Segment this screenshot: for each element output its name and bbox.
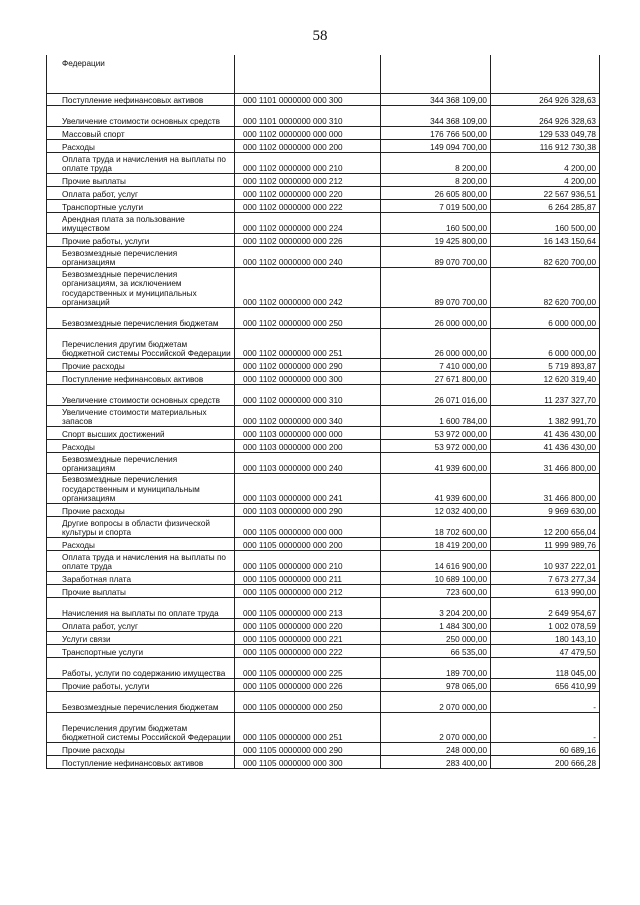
row-name	[47, 658, 235, 679]
row-code: 000 1103 0000000 000 000	[235, 427, 381, 440]
table-row	[47, 440, 600, 453]
row-name-text: Заработная плата	[62, 574, 131, 584]
row-code: 000 1103 0000000 000 241	[235, 474, 381, 504]
row-name	[47, 234, 235, 247]
row-code: 000 1102 0000000 000 300	[235, 372, 381, 385]
row-name-text: Перечисления другим бюджетам бюджетной системы Российской Федерации	[62, 339, 231, 358]
row-fact-value: 82 620 700,00	[491, 247, 600, 268]
row-name	[47, 645, 235, 658]
table-row	[47, 474, 600, 504]
page-number: 58	[312, 28, 328, 44]
row-name-text: Оплата труда и начисления на выплаты по оплате труда	[62, 154, 226, 173]
row-plan-value: 41 939 600,00	[381, 474, 491, 504]
row-name-text: Транспортные услуги	[62, 647, 144, 657]
row-name	[47, 153, 235, 174]
table-row	[47, 385, 600, 406]
row-name	[47, 329, 235, 359]
row-name-text: Поступление нефинансовых активов	[62, 374, 204, 384]
row-code: 000 1102 0000000 000 224	[235, 213, 381, 234]
row-code: 000 1105 0000000 000 251	[235, 713, 381, 743]
table-row	[47, 308, 600, 329]
row-fact-value: 6 000 000,00	[491, 308, 600, 329]
row-name	[47, 427, 235, 440]
row-name	[47, 585, 235, 598]
row-name-text: Федерации	[62, 59, 105, 68]
row-name-text: Перечисления другим бюджетам бюджетной системы Российской Федерации	[62, 723, 231, 742]
row-name	[47, 756, 235, 769]
row-plan-value: 978 065,00	[381, 679, 491, 692]
row-code: 000 1102 0000000 000 250	[235, 308, 381, 329]
row-plan-value: 7 410 000,00	[381, 359, 491, 372]
row-plan-value: 8 200,00	[381, 174, 491, 187]
row-name-text: Оплата работ, услуг	[62, 621, 138, 631]
row-code	[235, 55, 381, 94]
row-fact-value: 6 264 285,87	[491, 200, 600, 213]
row-code: 000 1105 0000000 000 222	[235, 645, 381, 658]
row-name-text: Другие вопросы в области физической культуры и спорта	[62, 518, 210, 537]
row-name	[47, 474, 235, 504]
row-name	[47, 94, 235, 106]
row-fact-value: 4 200,00	[491, 174, 600, 187]
row-name	[47, 598, 235, 619]
row-fact-value: 6 000 000,00	[491, 329, 600, 359]
row-name-text: Увеличение стоимости основных средств	[62, 395, 220, 405]
row-fact-value: 12 620 319,40	[491, 372, 600, 385]
row-name-text: Оплата работ, услуг	[62, 189, 138, 199]
row-plan-value: 18 702 600,00	[381, 517, 491, 538]
row-code: 000 1101 0000000 000 300	[235, 94, 381, 106]
row-plan-value: 283 400,00	[381, 756, 491, 769]
row-name-text: Прочие расходы	[62, 506, 125, 516]
row-plan-value: 14 616 900,00	[381, 551, 491, 572]
row-plan-value: 26 000 000,00	[381, 329, 491, 359]
row-plan-value: 18 419 200,00	[381, 538, 491, 551]
row-name-text: Транспортные услуги	[62, 202, 144, 212]
row-name-text: Работы, услуги по содержанию имущества	[62, 668, 226, 678]
row-code: 000 1103 0000000 000 290	[235, 504, 381, 517]
row-fact-value: 11 999 989,76	[491, 538, 600, 551]
row-fact-value: 200 666,28	[491, 756, 600, 769]
row-name-text: Расходы	[62, 442, 95, 452]
row-fact-value: 118 045,00	[491, 658, 600, 679]
row-plan-value: 1 600 784,00	[381, 406, 491, 427]
row-code: 000 1102 0000000 000 210	[235, 153, 381, 174]
row-code: 000 1105 0000000 000 220	[235, 619, 381, 632]
table-row	[47, 140, 600, 153]
row-code: 000 1105 0000000 000 225	[235, 658, 381, 679]
row-code: 000 1102 0000000 000 242	[235, 268, 381, 308]
table-row	[47, 645, 600, 658]
row-name	[47, 692, 235, 713]
row-fact-value: -	[491, 692, 600, 713]
table-row	[47, 127, 600, 140]
row-name-text: Прочие работы, услуги	[62, 236, 150, 246]
row-code: 000 1105 0000000 000 226	[235, 679, 381, 692]
row-name	[47, 453, 235, 474]
row-name	[47, 572, 235, 585]
budget-table-body	[47, 55, 600, 769]
row-name-text: Безвозмездные перечисления государственным и муниципальным организациям	[62, 475, 200, 503]
row-fact-value: 82 620 700,00	[491, 268, 600, 308]
row-fact-value: 613 990,00	[491, 585, 600, 598]
row-fact-value: 180 143,10	[491, 632, 600, 645]
table-row	[47, 619, 600, 632]
row-name	[47, 538, 235, 551]
row-code: 000 1102 0000000 000 240	[235, 247, 381, 268]
row-name-text: Прочие выплаты	[62, 176, 126, 186]
row-name-text: Поступление нефинансовых активов	[62, 95, 204, 105]
row-plan-value: 2 070 000,00	[381, 713, 491, 743]
row-name	[47, 140, 235, 153]
row-plan-value: 2 070 000,00	[381, 692, 491, 713]
table-row	[47, 538, 600, 551]
row-fact-value: 10 937 222,01	[491, 551, 600, 572]
row-fact-value	[491, 55, 600, 94]
row-name	[47, 440, 235, 453]
table-row	[47, 200, 600, 213]
row-name-text: Безвозмездные перечисления организациям, за исключением государственных и муниципальных организаций	[62, 270, 197, 307]
row-code: 000 1102 0000000 000 222	[235, 200, 381, 213]
row-code: 000 1105 0000000 000 290	[235, 743, 381, 756]
row-name	[47, 504, 235, 517]
row-plan-value: 3 204 200,00	[381, 598, 491, 619]
row-name-text: Оплата труда и начисления на выплаты по оплате труда	[62, 552, 226, 571]
row-plan-value: 66 535,00	[381, 645, 491, 658]
row-plan-value: 26 000 000,00	[381, 308, 491, 329]
row-code: 000 1105 0000000 000 221	[235, 632, 381, 645]
row-fact-value: -	[491, 713, 600, 743]
row-code: 000 1105 0000000 000 210	[235, 551, 381, 572]
table-row	[47, 106, 600, 127]
row-fact-value: 5 719 893,87	[491, 359, 600, 372]
row-plan-value: 19 425 800,00	[381, 234, 491, 247]
budget-table	[46, 55, 600, 769]
row-fact-value: 656 410,99	[491, 679, 600, 692]
row-plan-value: 10 689 100,00	[381, 572, 491, 585]
table-row	[47, 658, 600, 679]
row-name	[47, 308, 235, 329]
row-fact-value: 31 466 800,00	[491, 474, 600, 504]
row-fact-value: 264 926 328,63	[491, 94, 600, 106]
table-row	[47, 247, 600, 268]
row-plan-value: 160 500,00	[381, 213, 491, 234]
table-row	[47, 174, 600, 187]
row-fact-value: 4 200,00	[491, 153, 600, 174]
table-row	[47, 268, 600, 308]
row-plan-value: 89 070 700,00	[381, 268, 491, 308]
row-plan-value: 250 000,00	[381, 632, 491, 645]
row-plan-value: 53 972 000,00	[381, 440, 491, 453]
table-row	[47, 572, 600, 585]
row-plan-value: 89 070 700,00	[381, 247, 491, 268]
row-name	[47, 187, 235, 200]
row-name	[47, 385, 235, 406]
row-fact-value: 264 926 328,63	[491, 106, 600, 127]
row-name-text: Безвозмездные перечисления бюджетам	[62, 318, 219, 328]
table-row	[47, 756, 600, 769]
row-code: 000 1105 0000000 000 300	[235, 756, 381, 769]
row-name	[47, 200, 235, 213]
row-plan-value: 8 200,00	[381, 153, 491, 174]
table-row	[47, 55, 600, 94]
table-row	[47, 598, 600, 619]
row-name	[47, 619, 235, 632]
row-name-text: Прочие работы, услуги	[62, 681, 150, 691]
row-code: 000 1102 0000000 000 200	[235, 140, 381, 153]
row-fact-value: 31 466 800,00	[491, 453, 600, 474]
row-fact-value: 1 002 078,59	[491, 619, 600, 632]
row-fact-value: 12 200 656,04	[491, 517, 600, 538]
row-plan-value: 26 605 800,00	[381, 187, 491, 200]
row-name-text: Безвозмездные перечисления организациям	[62, 248, 178, 267]
row-name	[47, 55, 235, 94]
table-row	[47, 679, 600, 692]
row-plan-value: 248 000,00	[381, 743, 491, 756]
table-row	[47, 692, 600, 713]
row-code: 000 1105 0000000 000 213	[235, 598, 381, 619]
table-row	[47, 329, 600, 359]
table-row	[47, 234, 600, 247]
row-code: 000 1102 0000000 000 212	[235, 174, 381, 187]
table-row	[47, 94, 600, 106]
row-code: 000 1102 0000000 000 251	[235, 329, 381, 359]
table-row	[47, 504, 600, 517]
row-name-text: Прочие расходы	[62, 745, 125, 755]
row-code: 000 1102 0000000 000 310	[235, 385, 381, 406]
row-code: 000 1105 0000000 000 200	[235, 538, 381, 551]
row-code: 000 1102 0000000 000 226	[235, 234, 381, 247]
row-name	[47, 743, 235, 756]
row-code: 000 1101 0000000 000 310	[235, 106, 381, 127]
row-name	[47, 679, 235, 692]
row-code: 000 1102 0000000 000 290	[235, 359, 381, 372]
table-row	[47, 213, 600, 234]
table-row	[47, 427, 600, 440]
row-fact-value: 16 143 150,64	[491, 234, 600, 247]
row-fact-value: 1 382 991,70	[491, 406, 600, 427]
row-plan-value: 1 484 300,00	[381, 619, 491, 632]
row-fact-value: 160 500,00	[491, 213, 600, 234]
row-fact-value: 22 567 936,51	[491, 187, 600, 200]
row-fact-value: 41 436 430,00	[491, 427, 600, 440]
row-name	[47, 213, 235, 234]
row-code: 000 1102 0000000 000 220	[235, 187, 381, 200]
row-plan-value: 723 600,00	[381, 585, 491, 598]
row-name	[47, 174, 235, 187]
row-plan-value: 7 019 500,00	[381, 200, 491, 213]
row-code: 000 1105 0000000 000 211	[235, 572, 381, 585]
row-name	[47, 713, 235, 743]
table-row	[47, 713, 600, 743]
row-plan-value: 27 671 800,00	[381, 372, 491, 385]
row-code: 000 1102 0000000 000 340	[235, 406, 381, 427]
row-plan-value: 344 368 109,00	[381, 94, 491, 106]
row-name-text: Безвозмездные перечисления организациям	[62, 454, 178, 473]
table-row	[47, 551, 600, 572]
row-plan-value: 189 700,00	[381, 658, 491, 679]
table-row	[47, 187, 600, 200]
row-name-text: Расходы	[62, 540, 95, 550]
row-fact-value: 60 689,16	[491, 743, 600, 756]
table-row	[47, 453, 600, 474]
row-name-text: Спорт высших достижений	[62, 429, 165, 439]
row-code: 000 1105 0000000 000 250	[235, 692, 381, 713]
row-fact-value: 129 533 049,78	[491, 127, 600, 140]
table-row	[47, 372, 600, 385]
row-name	[47, 551, 235, 572]
row-name-text: Массовый спорт	[62, 129, 125, 139]
row-name-text: Поступление нефинансовых активов	[62, 758, 204, 768]
row-plan-value: 149 094 700,00	[381, 140, 491, 153]
table-row	[47, 743, 600, 756]
row-name-text: Безвозмездные перечисления бюджетам	[62, 702, 219, 712]
row-plan-value: 41 939 600,00	[381, 453, 491, 474]
table-row	[47, 632, 600, 645]
row-code: 000 1105 0000000 000 212	[235, 585, 381, 598]
table-row	[47, 585, 600, 598]
row-fact-value: 47 479,50	[491, 645, 600, 658]
row-name-text: Увеличение стоимости основных средств	[62, 116, 220, 126]
row-code: 000 1103 0000000 000 200	[235, 440, 381, 453]
row-name	[47, 268, 235, 308]
table-row	[47, 153, 600, 174]
table-row	[47, 517, 600, 538]
row-plan-value	[381, 55, 491, 94]
row-code: 000 1105 0000000 000 000	[235, 517, 381, 538]
row-fact-value: 11 237 327,70	[491, 385, 600, 406]
row-plan-value: 53 972 000,00	[381, 427, 491, 440]
row-name	[47, 247, 235, 268]
row-fact-value: 7 673 277,34	[491, 572, 600, 585]
row-name	[47, 517, 235, 538]
row-name	[47, 372, 235, 385]
row-name	[47, 632, 235, 645]
row-name	[47, 406, 235, 427]
row-name	[47, 127, 235, 140]
row-name-text: Расходы	[62, 142, 95, 152]
row-fact-value: 2 649 954,67	[491, 598, 600, 619]
row-plan-value: 12 032 400,00	[381, 504, 491, 517]
row-fact-value: 41 436 430,00	[491, 440, 600, 453]
row-code: 000 1102 0000000 000 000	[235, 127, 381, 140]
table-row	[47, 359, 600, 372]
row-name	[47, 359, 235, 372]
row-plan-value: 176 766 500,00	[381, 127, 491, 140]
row-name-text: Услуги связи	[62, 634, 111, 644]
row-name	[47, 106, 235, 127]
row-name-text: Увеличение стоимости материальных запасов	[62, 407, 207, 426]
row-plan-value: 344 368 109,00	[381, 106, 491, 127]
row-fact-value: 116 912 730,38	[491, 140, 600, 153]
row-name-text: Прочие расходы	[62, 361, 125, 371]
row-code: 000 1103 0000000 000 240	[235, 453, 381, 474]
row-name-text: Арендная плата за пользование имуществом	[62, 214, 185, 233]
row-name-text: Прочие выплаты	[62, 587, 126, 597]
row-fact-value: 9 969 630,00	[491, 504, 600, 517]
row-name-text: Начисления на выплаты по оплате труда	[62, 608, 219, 618]
table-row	[47, 406, 600, 427]
row-plan-value: 26 071 016,00	[381, 385, 491, 406]
